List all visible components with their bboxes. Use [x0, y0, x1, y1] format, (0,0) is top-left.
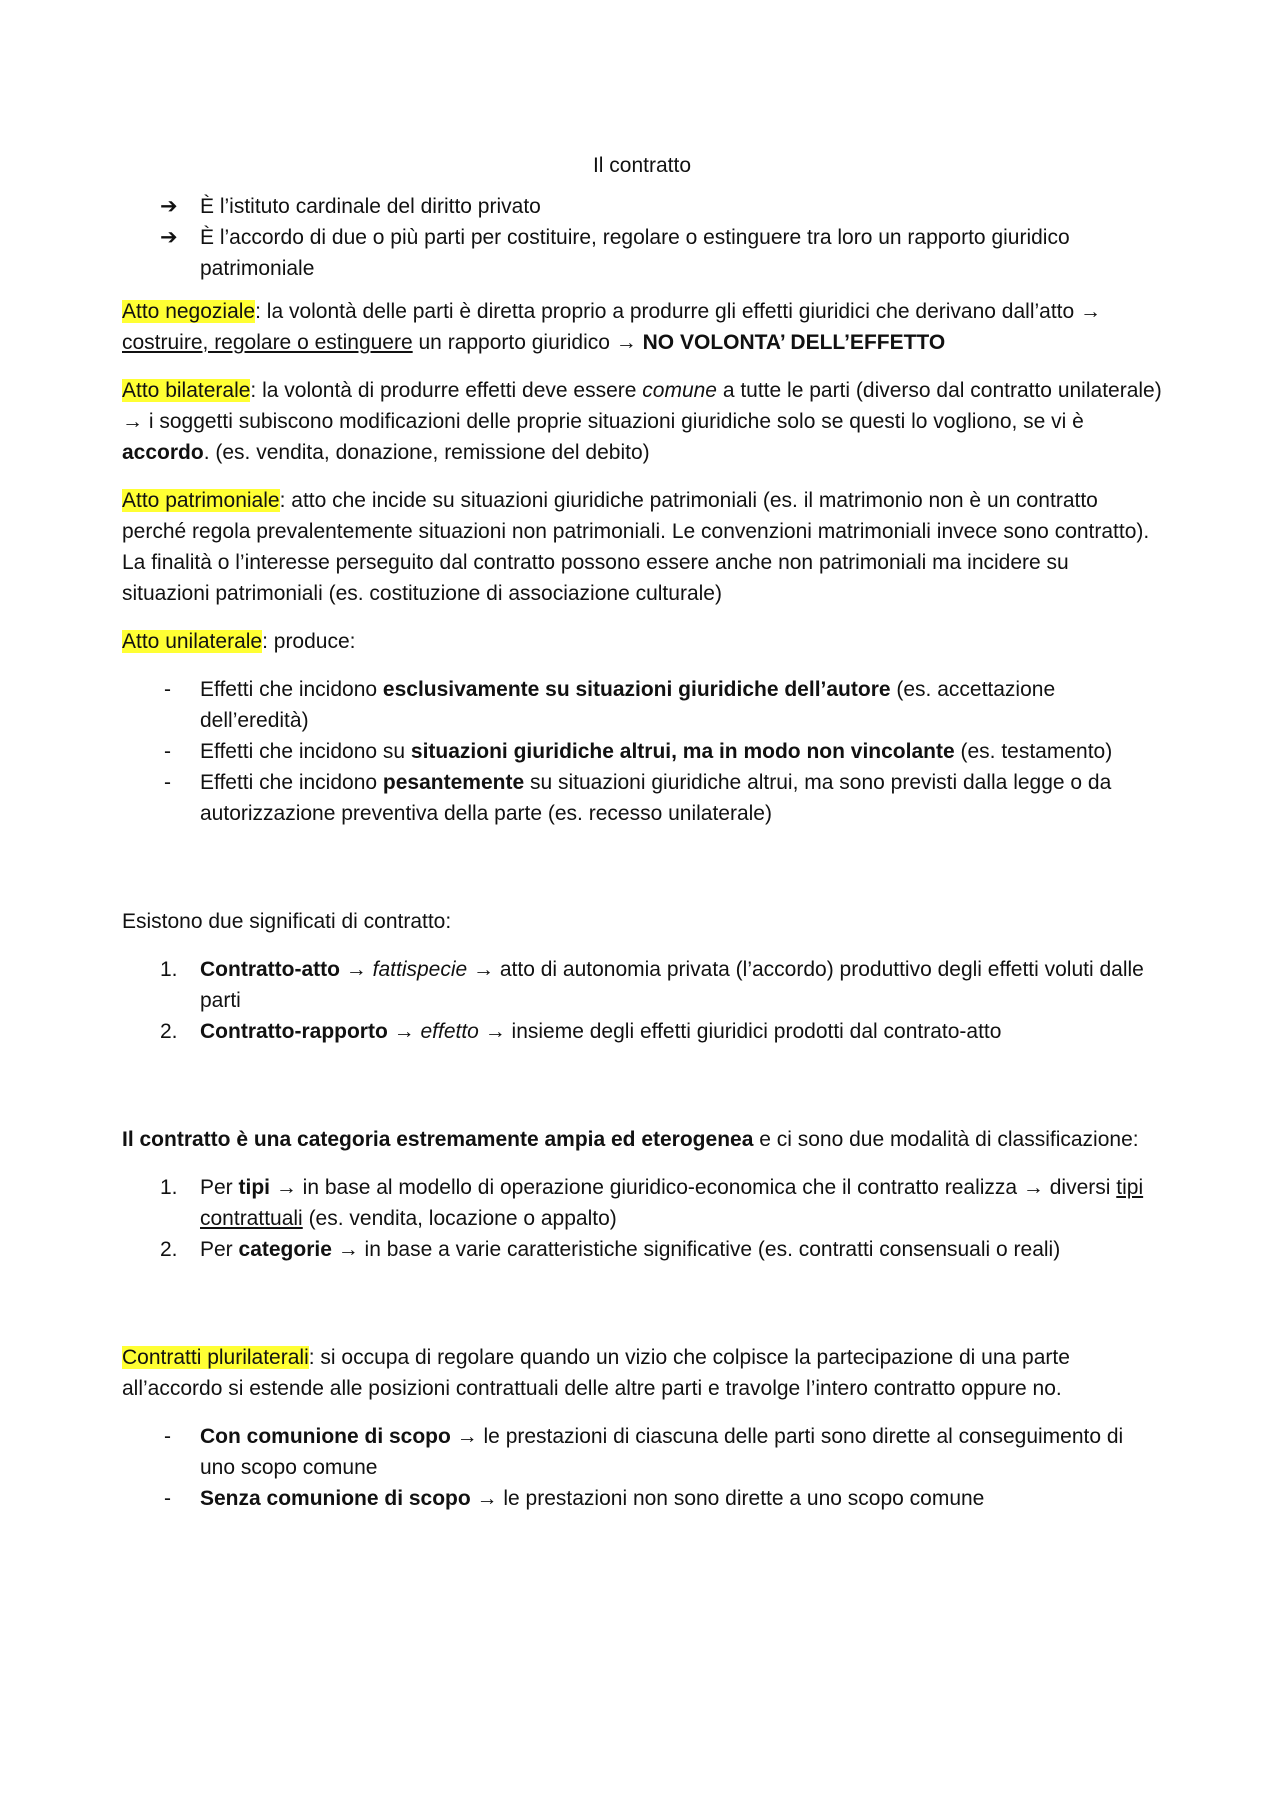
list-item: 2. Contratto-rapporto → effetto → insieme degli effetti giuridici prodotti dal contrato-atto: [122, 1016, 1162, 1047]
dash-bullet: -: [164, 1425, 171, 1448]
highlighted-term: Atto bilaterale: [122, 379, 251, 402]
categoria-list: [122, 1172, 1162, 1265]
list-item: ➔ È l’istituto cardinale del diritto privato: [122, 191, 1162, 222]
list-item: - Senza comunione di scopo → le prestazioni non sono dirette a uno scopo comune: [122, 1483, 1162, 1514]
dash-bullet: -: [164, 678, 171, 701]
list-item: - Effetti che incidono su situazioni giuridiche altrui, ma in modo non vincolante (es. testamento): [122, 736, 1162, 767]
dash-bullet: -: [164, 1487, 171, 1510]
paragraph-atto-negoziale: Atto negoziale: la volontà delle parti è diretta proprio a produrre gli effetti giuridici che derivano dall’atto → costruire, regolare o estinguere un rapporto giuridico → NO VOLONTA’ DELL’EFFETTO: [122, 300, 1102, 354]
list-item: - Effetti che incidono pesantemente su situazioni giuridiche altrui, ma sono previsti dalla legge o da autorizzazione preventiva della parte (es. recesso unilaterale): [122, 767, 1162, 829]
dash-bullet: -: [164, 740, 171, 763]
significati-list: [122, 954, 1162, 1047]
paragraph-atto-bilaterale: Atto bilaterale: la volontà di produrre effetti deve essere comune a tutte le parti (diverso dal contratto unilaterale) → i soggetti subiscono modificazioni delle proprie situazioni giuridiche solo se questi lo vogliono, se vi è accordo. (es. vendita, donazione, remissione del debito): [122, 379, 1162, 464]
list-number: 1.: [160, 958, 178, 981]
paragraph-categoria: Il contratto è una categoria estremamente ampia ed eterogenea e ci sono due modalità di classificazione:: [122, 1128, 1139, 1151]
arrow-icon: ➔: [160, 195, 178, 218]
intro-list: [122, 191, 1162, 284]
highlighted-term: Atto patrimoniale: [122, 489, 280, 512]
document-title: Il contratto: [592, 154, 692, 177]
list-item: 2. Per categorie → in base a varie caratteristiche significative (es. contratti consensuali o reali): [122, 1234, 1162, 1265]
paragraph-atto-patrimoniale: Atto patrimoniale: atto che incide su situazioni giuridiche patrimoniali (es. il matrimonio non è un contratto perché regola prevalentemente situazioni non patrimoniali. Le convenzioni matrimoniali invece sono contratto). La finalità o l’interesse perseguito dal contratto possono essere anche non patrimoniali ma incidere su situazioni patrimoniali (es. costituzione di associazione culturale): [122, 489, 1150, 605]
document-page: [122, 150, 1162, 1531]
plurilaterali-list: [122, 1421, 1162, 1514]
spacer: [122, 846, 1162, 906]
list-number: 1.: [160, 1176, 178, 1199]
list-item: - Con comunione di scopo → le prestazioni di ciascuna delle parti sono dirette al conseguimento di uno scopo comune: [122, 1421, 1162, 1483]
spacer: [122, 1064, 1162, 1124]
list-item: ➔ È l’accordo di due o più parti per costituire, regolare o estinguere tra loro un rapporto giuridico patrimoniale: [122, 222, 1162, 284]
highlighted-term: Contratti plurilaterali: [122, 1346, 309, 1369]
spacer: [122, 1282, 1162, 1342]
highlighted-term: Atto negoziale: [122, 300, 256, 323]
arrow-icon: ➔: [160, 226, 178, 249]
unilaterale-list: [122, 674, 1162, 829]
highlighted-term: Atto unilaterale: [122, 630, 263, 653]
list-number: 2.: [160, 1238, 178, 1261]
paragraph-significati: Esistono due significati di contratto:: [122, 910, 452, 933]
paragraph-contratti-plurilaterali: Contratti plurilaterali: si occupa di regolare quando un vizio che colpisce la partecipazione di una parte all’accordo si estende alle posizioni contrattuali delle altre parti e travolge l’intero contratto oppure no.: [122, 1346, 1070, 1400]
list-item: 1. Contratto-atto → fattispecie → atto di autonomia privata (l’accordo) produttivo degli effetti voluti dalle parti: [122, 954, 1162, 1016]
paragraph-atto-unilaterale: Atto unilaterale: produce:: [122, 630, 356, 653]
list-item: 1. Per tipi → in base al modello di operazione giuridico-economica che il contratto realizza → diversi tipi contrattuali (es. vendita, locazione o appalto): [122, 1172, 1162, 1234]
list-item: - Effetti che incidono esclusivamente su situazioni giuridiche dell’autore (es. accettazione dell’eredità): [122, 674, 1162, 736]
dash-bullet: -: [164, 771, 171, 794]
list-number: 2.: [160, 1020, 178, 1043]
